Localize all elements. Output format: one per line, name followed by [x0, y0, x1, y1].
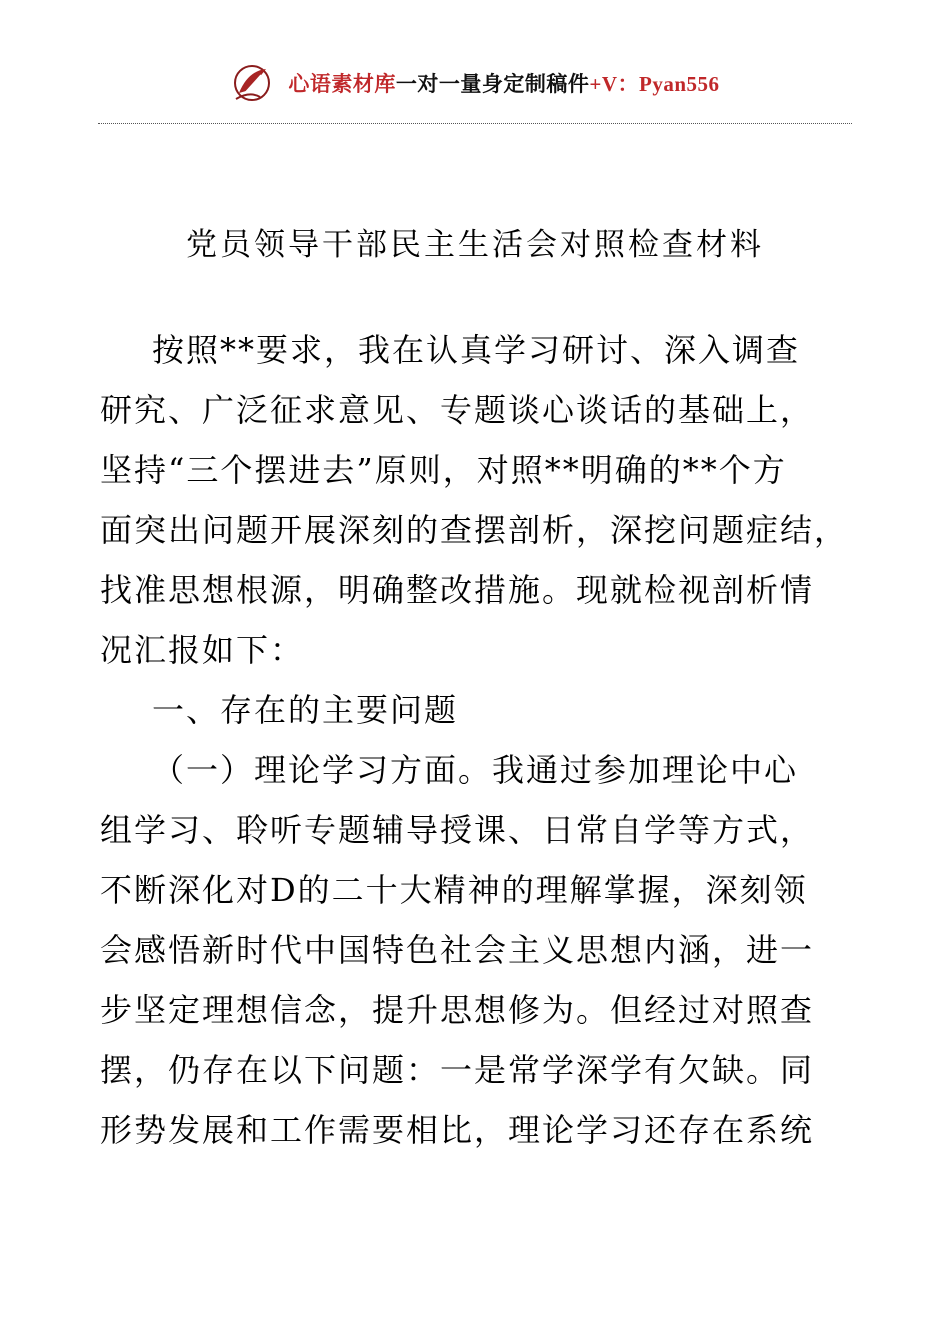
paragraph-line: 研究、广泛征求意见、专题谈心谈话的基础上， — [100, 391, 815, 429]
paragraph-line: 找准思想根源，明确整改措施。现就检视剖析情 — [100, 571, 815, 609]
paragraph-line: 摆，仍存在以下问题：一是常学深学有欠缺。同 — [100, 1051, 815, 1089]
header-divider — [98, 123, 852, 124]
header-contact: +V：Pyan556 — [589, 72, 720, 96]
document-title: 党员领导干部民主生活会对照检查材料 — [186, 227, 764, 263]
header-tagline: 一对一量身定制稿件 — [395, 72, 590, 96]
section-heading: 一、存在的主要问题 — [152, 691, 459, 729]
paragraph-line: 按照**要求，我在认真学习研讨、深入调查 — [152, 331, 801, 369]
paragraph-line: 坚持“三个摆进去”原则，对照**明确的**个方 — [100, 451, 787, 489]
paragraph-line: 会感悟新时代中国特色社会主义思想内涵，进一 — [100, 931, 815, 969]
paragraph-line: 步坚定理想信念，提升思想修为。但经过对照查 — [100, 991, 815, 1029]
paragraph-line: 组学习、聆听专题辅导授课、日常自学等方式， — [100, 811, 815, 849]
paragraph-line: 面突出问题开展深刻的查摆剖析，深挖问题症结， — [100, 511, 849, 549]
pen-logo-icon — [230, 61, 274, 105]
paragraph-line: 况汇报如下： — [100, 631, 305, 669]
paragraph-line: 形势发展和工作需要相比，理论学习还存在系统 — [100, 1111, 815, 1149]
page-header — [0, 56, 950, 110]
paragraph-line: 不断深化对D的二十大精神的理解掌握，深刻领 — [100, 871, 808, 909]
brand-name: 心语素材库 — [288, 72, 396, 96]
document-body — [100, 320, 860, 1160]
header-text — [288, 68, 719, 98]
paragraph-line: （一）理论学习方面。我通过参加理论中心 — [152, 751, 799, 789]
